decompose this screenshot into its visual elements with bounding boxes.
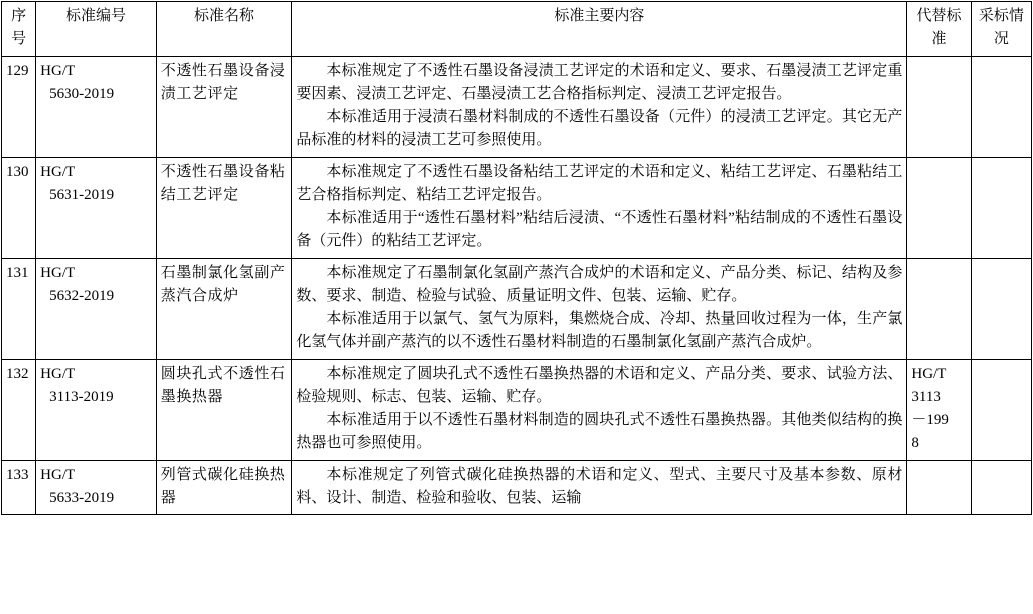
content-paragraph: 本标准适用于以不透性石墨材料制造的圆块孔式不透性石墨换热器。其他类似结构的换热器也可参照使用。: [296, 412, 903, 452]
cell-content: [292, 460, 907, 515]
cell-replaced-standard: [907, 359, 971, 460]
content-paragraph: 本标准规定了石墨制氯化氢副产蒸汽合成炉的术语和定义、产品分类、标记、结构及参数、要求、制造、检验与试验、质量证明文件、包装、运输、贮存。: [296, 264, 903, 304]
cell-standard-code: [36, 359, 157, 460]
cell-seq: 133: [2, 460, 36, 515]
content-paragraph: 本标准规定了不透性石墨设备粘结工艺评定的术语和定义、粘结工艺评定、石墨粘结工艺合格指标判定、粘结工艺评定报告。: [296, 163, 903, 203]
code-line-1: HG/T: [40, 466, 76, 483]
code-line-2: 5633-2019: [49, 489, 115, 506]
cell-standard-name: 不透性石墨设备浸渍工艺评定: [156, 56, 292, 157]
content-paragraph: 本标准适用于浸渍石墨材料制成的不透性石墨设备（元件）的浸渍工艺评定。其它无产品标准的材料的浸渍工艺可参照使用。: [296, 109, 903, 149]
table-row: [2, 359, 1032, 460]
code-line-1: HG/T: [40, 62, 76, 79]
cell-content: [292, 157, 907, 258]
cell-standard-name: 石墨制氯化氢副产蒸汽合成炉: [156, 258, 292, 359]
column-header-code: 标准编号: [36, 2, 157, 57]
table-row: [2, 157, 1032, 258]
cell-seq: 131: [2, 258, 36, 359]
cell-replaced-standard: [907, 157, 971, 258]
cell-adoption: [971, 460, 1031, 515]
content-paragraph: 本标准规定了不透性石墨设备浸渍工艺评定的术语和定义、要求、石墨浸渍工艺评定重要因素、浸渍工艺评定、石墨浸渍工艺合格指标判定、浸渍工艺评定报告。: [296, 62, 903, 102]
column-header-adoption: 采标情况: [971, 2, 1031, 57]
column-header-content: 标准主要内容: [292, 2, 907, 57]
cell-standard-code: [36, 56, 157, 157]
code-line-2: 3113-2019: [49, 388, 114, 405]
code-line-2: 5630-2019: [49, 85, 115, 102]
cell-replaced-standard: [907, 460, 971, 515]
cell-seq: 130: [2, 157, 36, 258]
table-row: [2, 56, 1032, 157]
cell-content: [292, 359, 907, 460]
content-paragraph: 本标准适用于“透性石墨材料”粘结后浸渍、“不透性石墨材料”粘结制成的不透性石墨设备（元件）的粘结工艺评定。: [296, 210, 903, 250]
header-row: [2, 2, 1032, 57]
content-paragraph: 本标准适用于以氯气、氢气为原料，集燃烧合成、冷却、热量回收过程为一体，生产氯化氢气体并副产蒸汽的以不透性石墨材料制造的石墨制氯化氢副产蒸汽合成炉。: [296, 311, 903, 351]
replaced-line: －199: [911, 412, 949, 428]
table-row: [2, 258, 1032, 359]
column-header-name: 标准名称: [156, 2, 292, 57]
replaced-line: HG/T: [911, 365, 947, 382]
table-header: [2, 2, 1032, 57]
cell-adoption: [971, 359, 1031, 460]
cell-standard-code: [36, 258, 157, 359]
cell-standard-code: [36, 157, 157, 258]
table-row: [2, 460, 1032, 515]
cell-content: [292, 56, 907, 157]
code-line-1: HG/T: [40, 163, 76, 180]
table-body: [2, 56, 1032, 515]
code-line-1: HG/T: [40, 264, 76, 281]
code-line-2: 5631-2019: [49, 186, 115, 203]
code-line-2: 5632-2019: [49, 287, 115, 304]
cell-seq: 132: [2, 359, 36, 460]
cell-content: [292, 258, 907, 359]
cell-adoption: [971, 258, 1031, 359]
cell-replaced-standard: [907, 258, 971, 359]
cell-standard-name: 圆块孔式不透性石墨换热器: [156, 359, 292, 460]
cell-standard-name: 不透性石墨设备粘结工艺评定: [156, 157, 292, 258]
column-header-replaced: 代替标准: [907, 2, 971, 57]
cell-adoption: [971, 157, 1031, 258]
replaced-line: 8: [911, 435, 919, 452]
cell-standard-code: [36, 460, 157, 515]
replaced-line: 3113: [911, 388, 941, 405]
column-header-seq: 序号: [2, 2, 36, 57]
standards-table: [1, 1, 1032, 515]
content-paragraph: 本标准规定了圆块孔式不透性石墨换热器的术语和定义、产品分类、要求、试验方法、检验规则、标志、包装、运输、贮存。: [296, 365, 903, 405]
content-paragraph: 本标准规定了列管式碳化硅换热器的术语和定义、型式、主要尺寸及基本参数、原材料、设计、制造、检验和验收、包装、运输: [296, 466, 903, 506]
code-line-1: HG/T: [40, 365, 76, 382]
cell-seq: 129: [2, 56, 36, 157]
cell-adoption: [971, 56, 1031, 157]
cell-standard-name: 列管式碳化硅换热器: [156, 460, 292, 515]
cell-replaced-standard: [907, 56, 971, 157]
